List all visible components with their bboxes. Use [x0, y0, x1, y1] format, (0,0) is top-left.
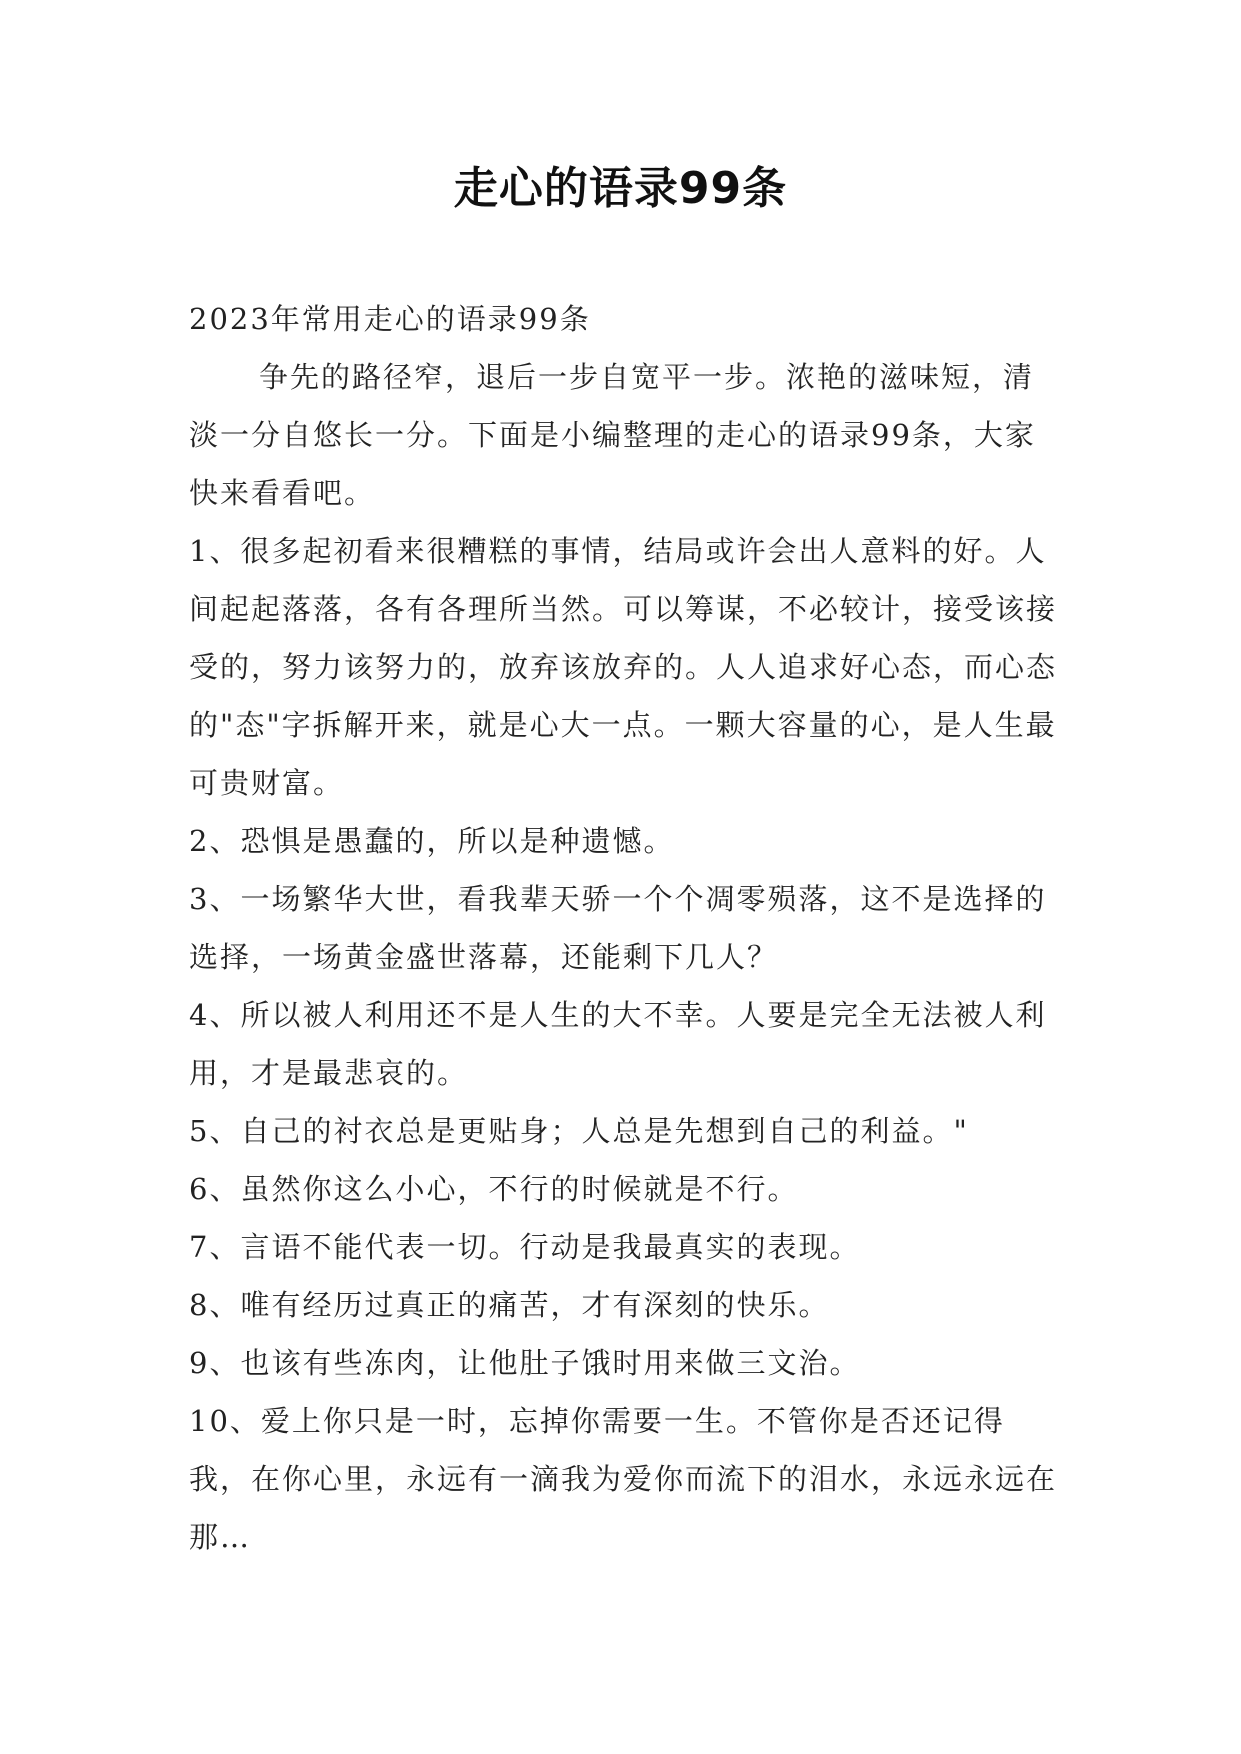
quote-item-9: 9、也该有些冻肉，让他肚子饿时用来做三文治。 [189, 1346, 861, 1380]
quote-item-7: 7、言语不能代表一切。行动是我最真实的表现。 [189, 1230, 861, 1264]
quote-item-8: 8、唯有经历过真正的痛苦，才有深刻的快乐。 [189, 1288, 830, 1322]
quote-list [189, 522, 1061, 1566]
quote-item-1: 1、很多起初看来很糟糕的事情，结局或许会出人意料的好。人间起起落落，各有各理所当然。可以筹谋，不必较计，接受该接受的，努力该努力的，放弃该放弃的。人人追求好心态，而心态的"态"字拆解开来，就是心大一点。一颗大容量的心，是人生最可贵财富。 [189, 534, 1058, 800]
quote-item-5: 5、自己的衬衣总是更贴身；人总是先想到自己的利益。" [189, 1114, 969, 1148]
document-title: 走心的语录99条 [453, 163, 788, 214]
document-body [189, 290, 1061, 1566]
quote-item-4: 4、所以被人利用还不是人生的大不幸。人要是完全无法被人利用，才是最悲哀的。 [189, 998, 1047, 1090]
intro-paragraph: 争先的路径窄，退后一步自宽平一步。浓艳的滋味短，清淡一分自悠长一分。下面是小编整理的走心的语录99条，大家快来看看吧。 [189, 360, 1036, 510]
quote-item-3: 3、一场繁华大世，看我辈天骄一个个凋零殒落，这不是选择的选择，一场黄金盛世落幕，还能剩下几人？ [189, 882, 1047, 974]
quote-item-2: 2、恐惧是愚蠢的，所以是种遗憾。 [189, 824, 675, 858]
quote-item-10: 10、爱上你只是一时，忘掉你需要一生。不管你是否还记得我，在你心里，永远有一滴我为爱你而流下的泪水，永远永远在那… [189, 1404, 1058, 1554]
quote-item-6: 6、虽然你这么小心，不行的时候就是不行。 [189, 1172, 799, 1206]
document-subtitle: 2023年常用走心的语录99条 [189, 302, 591, 336]
